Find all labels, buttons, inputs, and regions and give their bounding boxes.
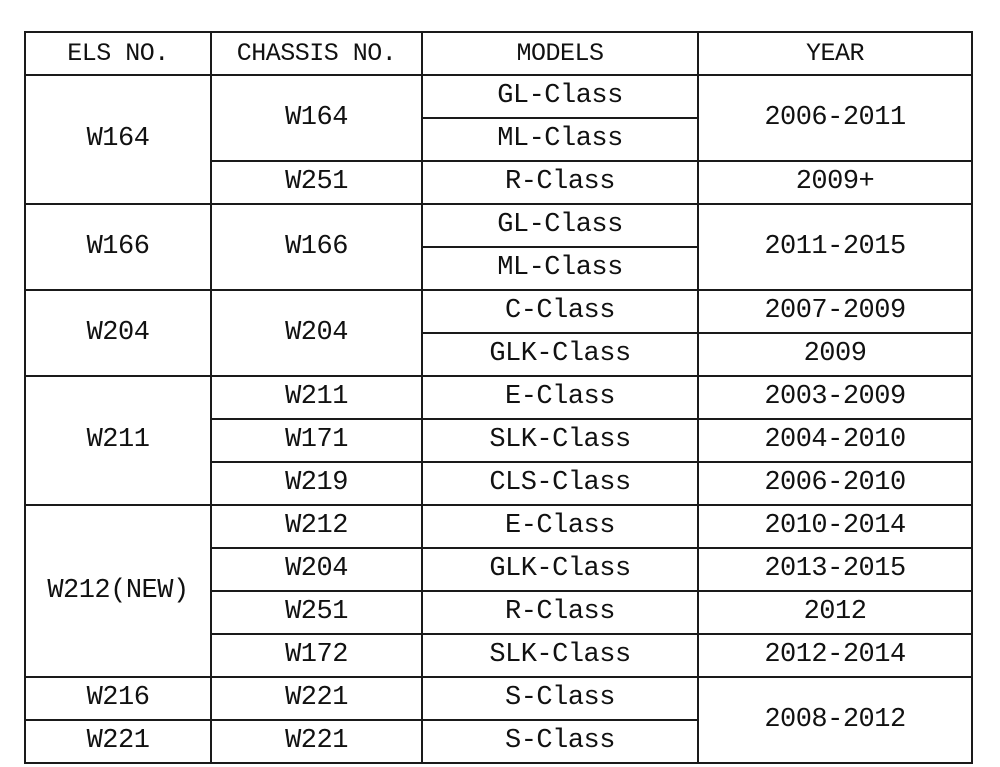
- els-no-cell: W166: [25, 204, 211, 290]
- header-year: YEAR: [698, 32, 972, 75]
- chassis-no-cell: W221: [211, 720, 422, 763]
- els-no-cell: W212(NEW): [25, 505, 211, 677]
- els-no-cell: W216: [25, 677, 211, 720]
- model-cell: CLS-Class: [422, 462, 698, 505]
- model-cell: C-Class: [422, 290, 698, 333]
- header-chassis-no: CHASSIS NO.: [211, 32, 422, 75]
- chassis-no-cell: W164: [211, 75, 422, 161]
- chassis-no-cell: W212: [211, 505, 422, 548]
- table-row: [25, 376, 972, 419]
- header-els-no: ELS NO.: [25, 32, 211, 75]
- els-no-cell: W164: [25, 75, 211, 204]
- chassis-no-cell: W211: [211, 376, 422, 419]
- model-cell: R-Class: [422, 161, 698, 204]
- table-row: [25, 290, 972, 333]
- table-row: [25, 75, 972, 118]
- els-no-cell: W221: [25, 720, 211, 763]
- year-cell: 2003-2009: [698, 376, 972, 419]
- year-cell: 2009+: [698, 161, 972, 204]
- chassis-no-cell: W172: [211, 634, 422, 677]
- chassis-no-cell: W251: [211, 161, 422, 204]
- model-cell: GL-Class: [422, 204, 698, 247]
- model-cell: E-Class: [422, 505, 698, 548]
- model-cell: GLK-Class: [422, 548, 698, 591]
- chassis-no-cell: W251: [211, 591, 422, 634]
- chassis-no-cell: W166: [211, 204, 422, 290]
- year-cell: 2011-2015: [698, 204, 972, 290]
- chassis-no-cell: W171: [211, 419, 422, 462]
- year-cell: 2007-2009: [698, 290, 972, 333]
- model-cell: SLK-Class: [422, 419, 698, 462]
- model-cell: R-Class: [422, 591, 698, 634]
- table-row: [25, 505, 972, 548]
- header-models: MODELS: [422, 32, 698, 75]
- els-no-cell: W204: [25, 290, 211, 376]
- year-cell: 2004-2010: [698, 419, 972, 462]
- chassis-no-cell: W221: [211, 677, 422, 720]
- els-no-cell: W211: [25, 376, 211, 505]
- model-cell: S-Class: [422, 677, 698, 720]
- model-cell: GL-Class: [422, 75, 698, 118]
- model-cell: GLK-Class: [422, 333, 698, 376]
- year-cell: 2009: [698, 333, 972, 376]
- year-cell: 2006-2010: [698, 462, 972, 505]
- table-header: [25, 32, 972, 75]
- chassis-no-cell: W204: [211, 290, 422, 376]
- year-cell: 2008-2012: [698, 677, 972, 763]
- model-cell: ML-Class: [422, 247, 698, 290]
- table-row: [25, 204, 972, 247]
- year-cell: 2012-2014: [698, 634, 972, 677]
- year-cell: 2013-2015: [698, 548, 972, 591]
- chassis-no-cell: W204: [211, 548, 422, 591]
- year-cell: 2012: [698, 591, 972, 634]
- model-cell: E-Class: [422, 376, 698, 419]
- year-cell: 2010-2014: [698, 505, 972, 548]
- header-row: [25, 32, 972, 75]
- chassis-no-cell: W219: [211, 462, 422, 505]
- model-cell: ML-Class: [422, 118, 698, 161]
- model-cell: SLK-Class: [422, 634, 698, 677]
- table-row: [25, 677, 972, 720]
- table-body: [25, 75, 972, 763]
- compatibility-table: [24, 31, 973, 764]
- year-cell: 2006-2011: [698, 75, 972, 161]
- model-cell: S-Class: [422, 720, 698, 763]
